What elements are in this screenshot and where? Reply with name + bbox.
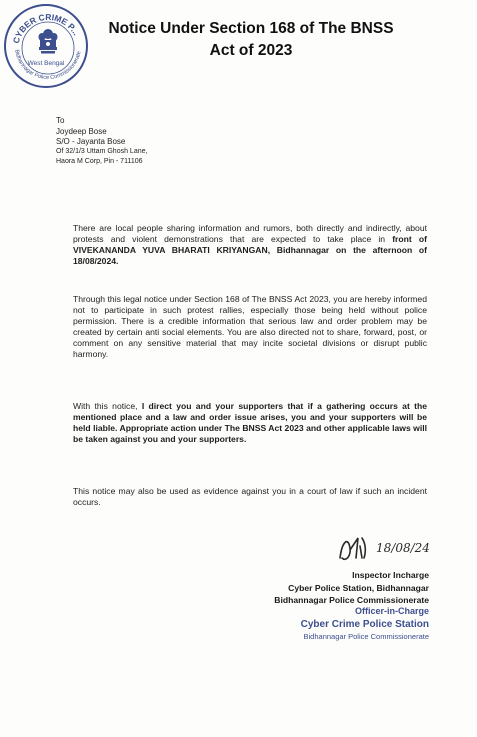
handwritten-signature xyxy=(332,528,462,568)
title-line-1: Notice Under Section 168 of The BNSS xyxy=(108,20,394,37)
title-line-2: Act of 2023 xyxy=(209,42,293,59)
recipient-name: Joydeep Bose xyxy=(56,127,107,136)
paragraph-3 xyxy=(73,401,427,445)
ashoka-emblem-icon xyxy=(37,28,59,58)
seal-top-text: CYBER CRIME P... xyxy=(10,11,82,45)
signature-date: 18/08/24 xyxy=(376,541,430,555)
seal-state-text: West Bengal xyxy=(27,60,65,67)
stamp-line-2: Cyber Crime Police Station xyxy=(300,619,429,630)
paragraph-1-bold: front of VIVEKANANDA YUVA BHARATI KRIYANGAN, Bidhannagar on the afternoon of 18/08/2024. xyxy=(73,233,427,266)
stamp-line-3: Bidhannagar Police Commissionerate xyxy=(303,632,429,641)
signatory-station: Cyber Police Station, Bidhannagar xyxy=(288,583,429,593)
stamp-line-1: Officer-in-Charge xyxy=(354,606,429,616)
seal-bottom-text: Bidhannagar Police Commissionerate xyxy=(13,49,83,82)
recipient-parent: S/O - Jayanta Bose xyxy=(56,137,126,146)
paragraph-2: Through this legal notice under Section 168 of The BNSS Act 2023, you are hereby informed not to participate in such protest rallies, especially those being held without police permission. There is a credible information that serious law and order problem may be created by certain anti social elements. You are also directed not to share, forward, post, or comment on any sensitive material that may incite societal divisions or disrupt public harmony. xyxy=(73,294,427,359)
address-to: To xyxy=(56,116,65,125)
recipient-address-line-1: Of 32/1/3 Uttam Ghosh Lane, xyxy=(56,148,148,155)
paragraph-1-text: There are local people sharing information and rumors, both directly and indirectly, about protests and violent demonstrations that are expected to take place in xyxy=(73,223,427,244)
signatory-title: Inspector Incharge xyxy=(352,570,429,580)
paragraph-3-bold: I direct you and your supporters that if a gathering occurs at the mentioned place and a law and order issue arises, you and your supporters will be held liable. Appropriate action under The BNSS Act 2023 and other applicable laws will be taken against you and your supporters. xyxy=(73,401,428,444)
paragraph-4: This notice may also be used as evidence against you in a court of law if such an incident occurs. xyxy=(73,486,427,507)
recipient-address-line-2: Haora M Corp, Pin - 711106 xyxy=(56,158,143,165)
police-seal xyxy=(4,4,88,88)
paragraph-1 xyxy=(73,223,427,267)
paragraph-3-text: With this notice, xyxy=(73,401,142,411)
signatory-commissionerate: Bidhannagar Police Commissionerate xyxy=(274,595,429,605)
notice-title xyxy=(86,18,416,62)
